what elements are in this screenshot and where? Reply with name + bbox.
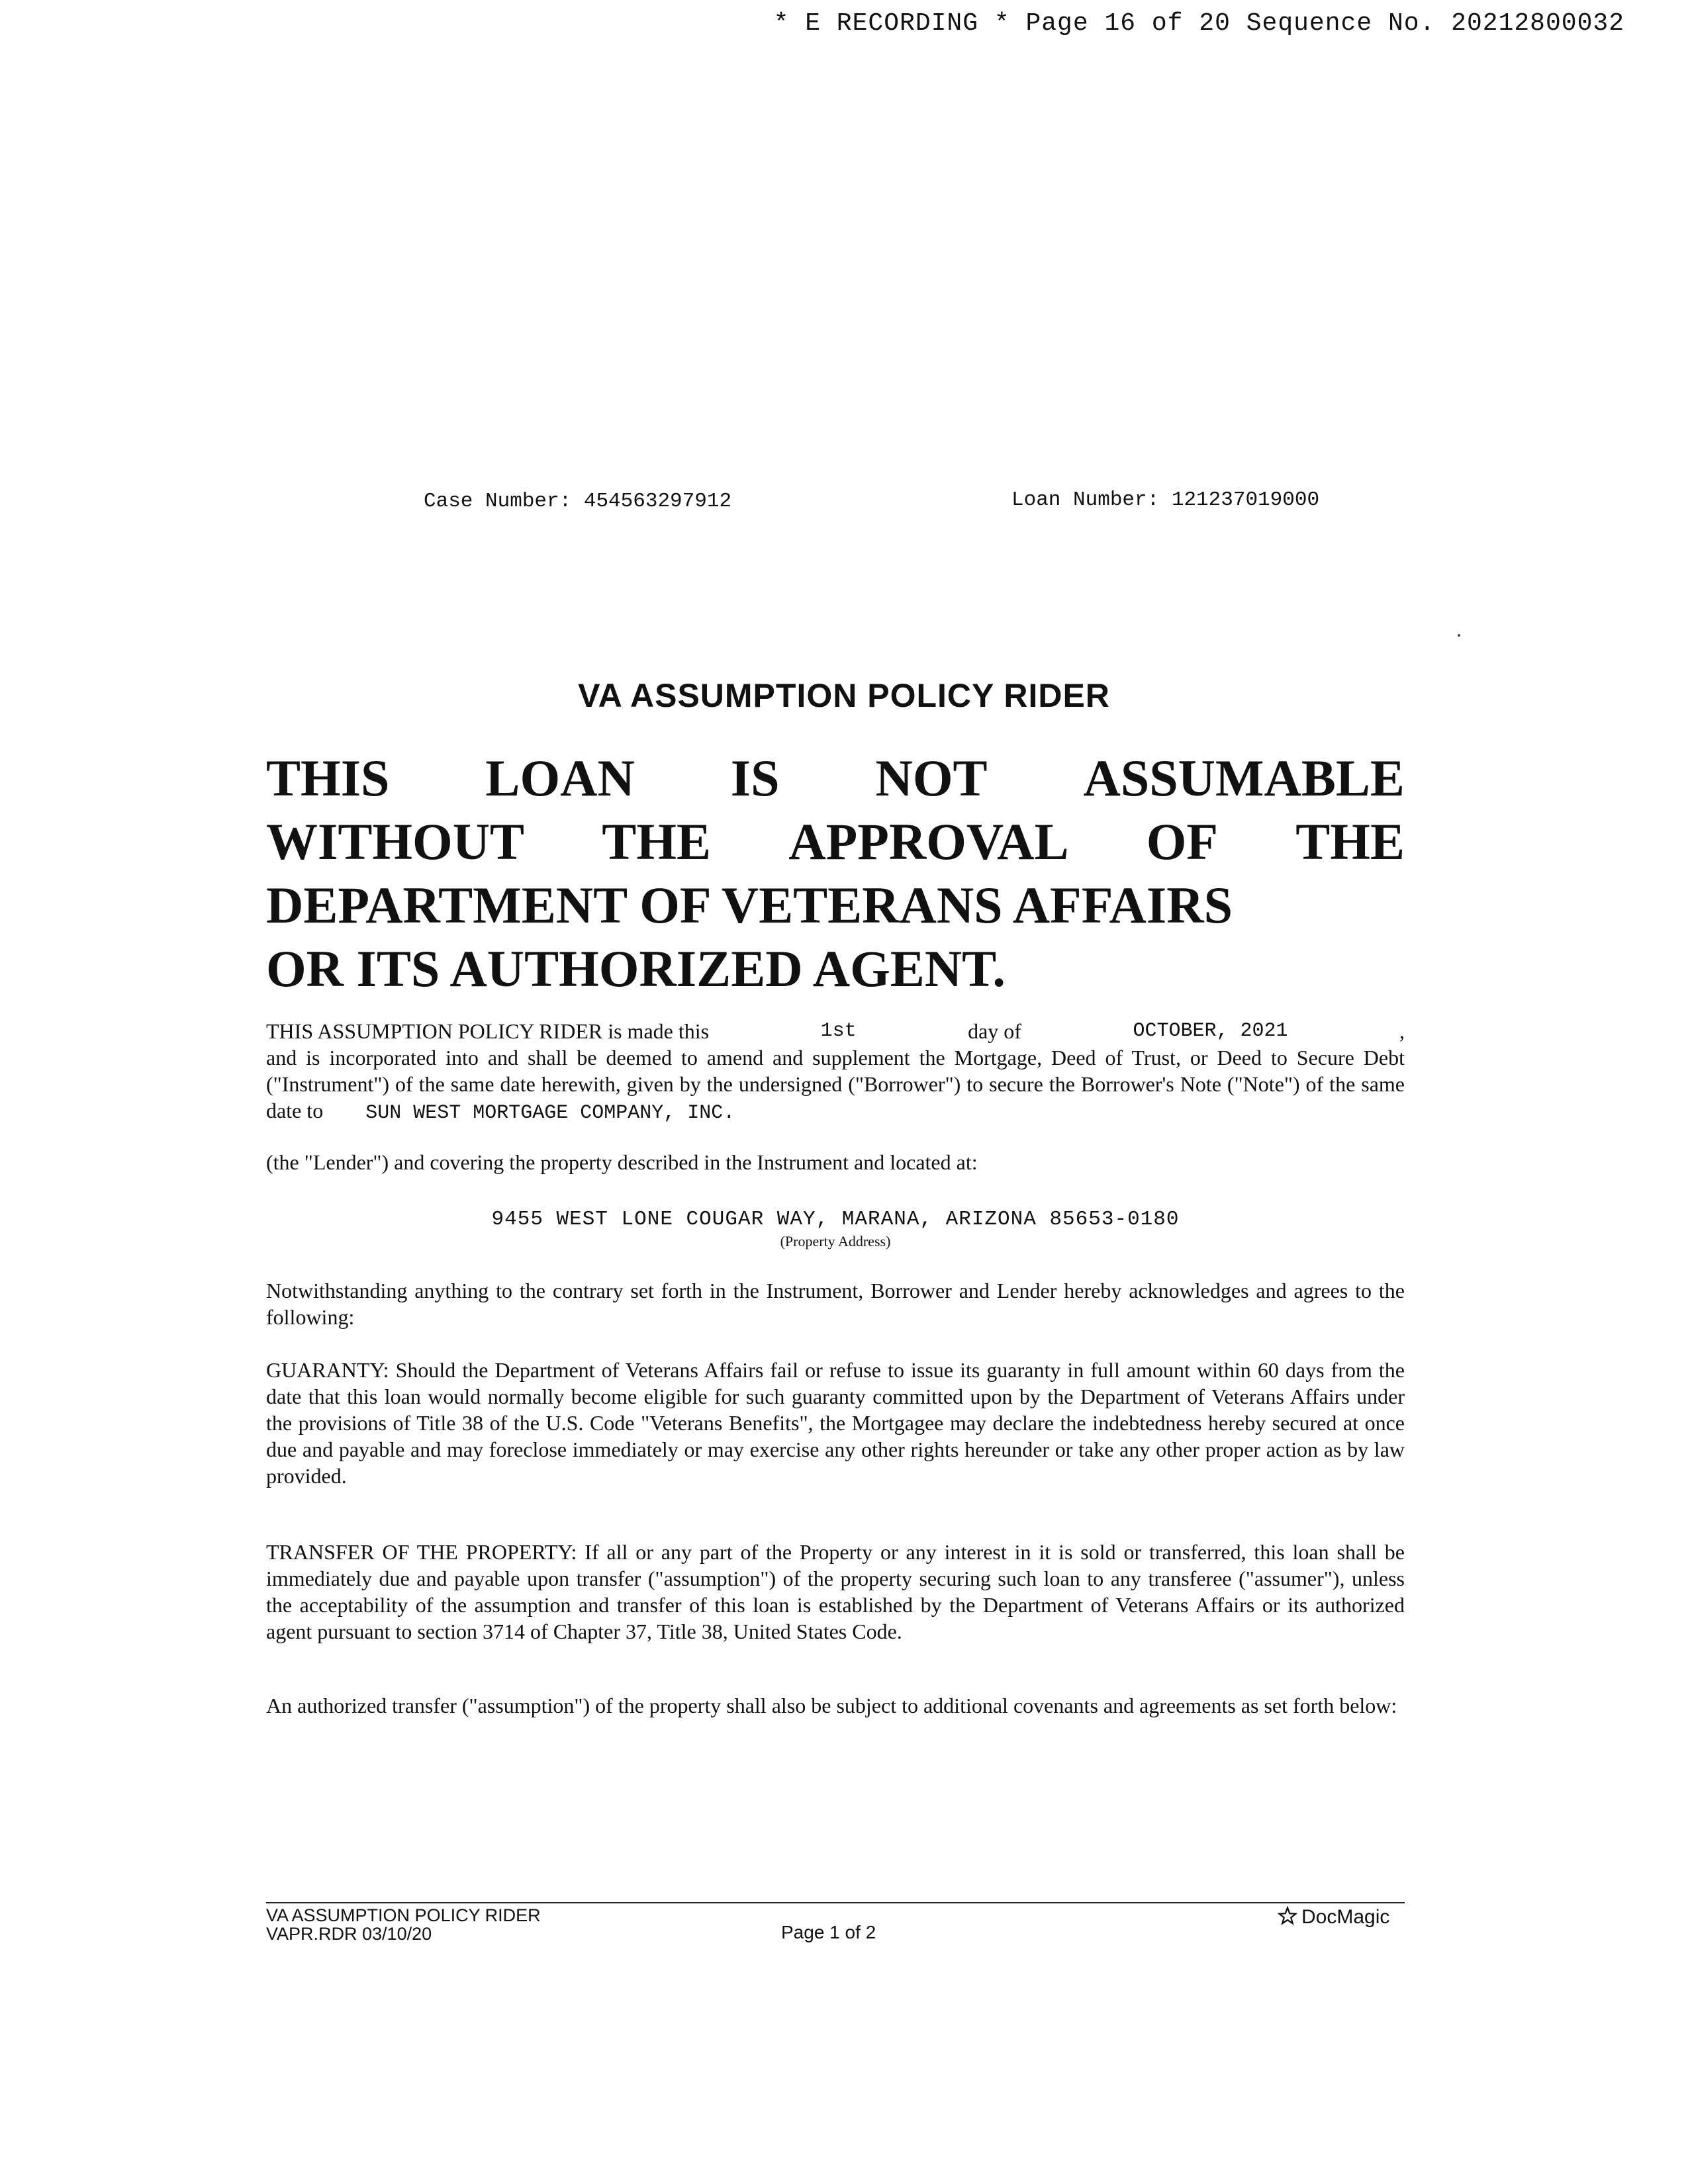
scan-speck — [1458, 634, 1460, 637]
warning-line-3 — [266, 874, 1405, 937]
warning-word: APPROVAL — [788, 813, 1069, 870]
warning-word: THE — [1295, 813, 1405, 870]
intro-first-line — [266, 1018, 1405, 1044]
footer-page-number: Page 1 of 2 — [781, 1922, 876, 1942]
warning-word: ASSUMABLE — [1083, 749, 1405, 807]
warning-word: LOAN — [485, 749, 635, 807]
intro-day-of: day of — [968, 1019, 1021, 1043]
lender-line: (the "Lender") and covering the property described in the Instrument and located at: — [266, 1150, 978, 1174]
warning-text: DEPARTMENT OF VETERANS AFFAIRS — [266, 876, 1233, 934]
guaranty-paragraph: GUARANTY: Should the Department of Veterans Affairs fail or refuse to issue its guaranty in full amount within 60 days from the date that this loan would normally become eligible for such guaranty committed upon by the Department of Veterans Affairs under the provisions of Title 38 of the U.S. Code "Veterans Benefits", the Mortgagee may declare the indebtedness hereby secured at once due and payable and may foreclose immediately or may exercise any other rights hereunder or take any other proper action as by law provided. — [266, 1358, 1405, 1488]
warning-word: THE — [602, 813, 712, 870]
intro-made-this: THIS ASSUMPTION POLICY RIDER is made this — [266, 1019, 710, 1043]
intro-comma: , — [1399, 1019, 1405, 1043]
assumption-warning — [266, 747, 1405, 1001]
loan-number: Loan Number: 121237019000 — [1011, 488, 1320, 512]
warning-line-1 — [266, 747, 1405, 810]
property-caption: (Property Address) — [780, 1233, 891, 1250]
intro-paragraph — [266, 1018, 1405, 1126]
intro-body-text: and is incorporated into and shall be deemed to amend and supplement the Mortgage, Deed of Trust, or Deed to Secure Debt ("Instrument") of the same date herewith, given by the undersigned ("Borrower") to secure the Borrower's Note ("Note") of the same date to — [266, 1046, 1405, 1122]
footer-rule — [266, 1902, 1405, 1903]
case-number: Case Number: 454563297912 — [424, 490, 732, 513]
property-address: 9455 WEST LONE COUGAR WAY, MARANA, ARIZONA 85653-0180 — [491, 1208, 1180, 1231]
warning-word: NOT — [875, 749, 988, 807]
property-block — [266, 1207, 1405, 1251]
recording-header: * E RECORDING * Page 16 of 20 Sequence No. 20212800032 — [773, 9, 1624, 38]
intro-day-value: 1st — [820, 1020, 857, 1042]
warning-text: OR ITS AUTHORIZED AGENT. — [266, 940, 1006, 997]
footer-form-name: VA ASSUMPTION POLICY RIDER — [266, 1905, 541, 1925]
document-title: VA ASSUMPTION POLICY RIDER — [578, 677, 1110, 714]
transfer-paragraph: TRANSFER OF THE PROPERTY: If all or any part of the Property or any interest in it is sold or transferred, this loan shall be immediately due and payable upon transfer ("assumption") of the property securing such loan to any transferee ("assumer"), unless the acceptability of the assumption and transfer of this loan is established by the Department of Veterans Affairs or its authorized agent pursuant to section 3714 of Chapter 37, Title 38, United States Code. — [266, 1540, 1405, 1643]
warning-word: OF — [1146, 813, 1219, 870]
warning-word: IS — [730, 749, 780, 807]
intro-lender-name: SUN WEST MORTGAGE COMPANY, INC. — [365, 1102, 735, 1124]
warning-line-2 — [266, 810, 1405, 874]
footer-brand — [1278, 1906, 1389, 1929]
warning-word: WITHOUT — [266, 813, 525, 870]
notwithstanding-paragraph: Notwithstanding anything to the contrary set forth in the Instrument, Borrower and Lender hereby acknowledges and agrees to the following: — [266, 1279, 1405, 1329]
authorized-transfer-paragraph: An authorized transfer ("assumption") of the property shall also be subject to additional covenants and agreements as set forth below: — [266, 1694, 1397, 1717]
intro-date-value: OCTOBER, 2021 — [1133, 1020, 1288, 1042]
footer-form-info — [266, 1906, 541, 1943]
footer-brand-name: DocMagic — [1301, 1906, 1390, 1928]
warning-word: THIS — [266, 749, 390, 807]
intro-body — [266, 1044, 1405, 1126]
footer-form-code: VAPR.RDR 03/10/20 — [266, 1924, 432, 1944]
warning-line-4 — [266, 937, 1405, 1001]
star-icon — [1278, 1906, 1297, 1926]
